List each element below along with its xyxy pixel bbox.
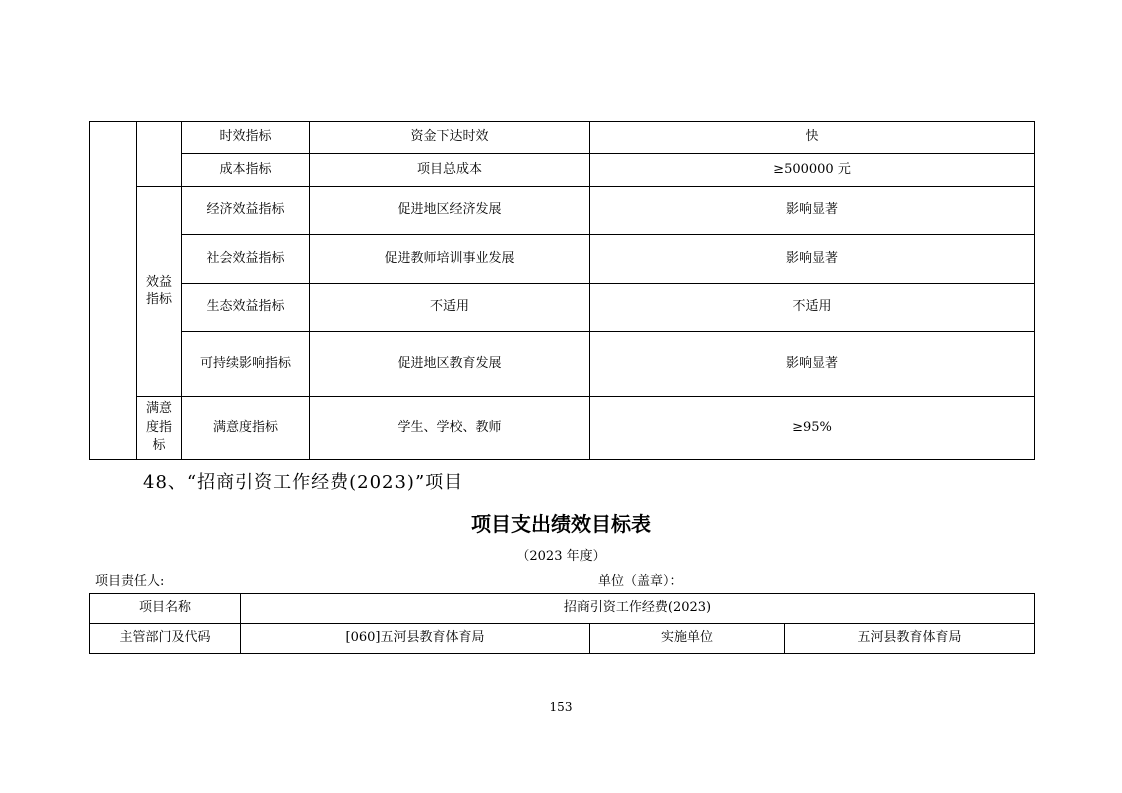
table-row	[90, 397, 1035, 460]
unit-seal-label: 单位（盖章）：	[598, 574, 683, 589]
indicator-value: 不适用	[590, 284, 1035, 332]
level2-cell	[137, 122, 182, 187]
indicator-name: 不适用	[310, 284, 590, 332]
level3-indicator: 成本指标	[182, 154, 310, 187]
impl-unit-value: 五河县教育体育局	[785, 624, 1035, 654]
indicator-value: ≥500000 元	[590, 154, 1035, 187]
table-row	[90, 332, 1035, 397]
table-row	[90, 284, 1035, 332]
dept-value: [060]五河县教育体育局	[241, 624, 590, 654]
group-satisfaction: 满意度指标	[137, 397, 182, 460]
indicator-value: 影响显著	[590, 235, 1035, 284]
level3-indicator: 可持续影响指标	[182, 332, 310, 397]
indicator-value: 影响显著	[590, 332, 1035, 397]
performance-indicator-table	[89, 121, 1035, 460]
project-owner-label: 项目责任人:	[95, 574, 165, 589]
indicator-name: 资金下达时效	[310, 122, 590, 154]
table-row	[90, 154, 1035, 187]
project-name-label: 项目名称	[90, 594, 241, 624]
dept-label: 主管部门及代码	[90, 624, 241, 654]
impl-unit-label: 实施单位	[590, 624, 785, 654]
section-heading: 48、“招商引资工作经费(2023)”项目	[143, 472, 464, 493]
level3-indicator: 经济效益指标	[182, 187, 310, 235]
level3-indicator: 社会效益指标	[182, 235, 310, 284]
fiscal-year: （2023 年度）	[516, 549, 606, 564]
project-info-table	[89, 593, 1035, 654]
table-row	[90, 235, 1035, 284]
form-title: 项目支出绩效目标表	[471, 512, 651, 536]
level1-cell	[90, 122, 137, 460]
page-number: 153	[549, 700, 573, 714]
level3-indicator: 满意度指标	[182, 397, 310, 460]
indicator-value: ≥95%	[590, 397, 1035, 460]
indicator-value: 快	[590, 122, 1035, 154]
indicator-name: 学生、学校、教师	[310, 397, 590, 460]
project-name-value: 招商引资工作经费(2023)	[241, 594, 1035, 624]
indicator-name: 促进地区经济发展	[310, 187, 590, 235]
indicator-name: 项目总成本	[310, 154, 590, 187]
table-row	[90, 122, 1035, 154]
table-row	[90, 594, 1035, 624]
group-benefit: 效益指标	[137, 187, 182, 397]
indicator-name: 促进教师培训事业发展	[310, 235, 590, 284]
indicator-value: 影响显著	[590, 187, 1035, 235]
table-row	[90, 624, 1035, 654]
table-row	[90, 187, 1035, 235]
level3-indicator: 时效指标	[182, 122, 310, 154]
level3-indicator: 生态效益指标	[182, 284, 310, 332]
indicator-name: 促进地区教育发展	[310, 332, 590, 397]
